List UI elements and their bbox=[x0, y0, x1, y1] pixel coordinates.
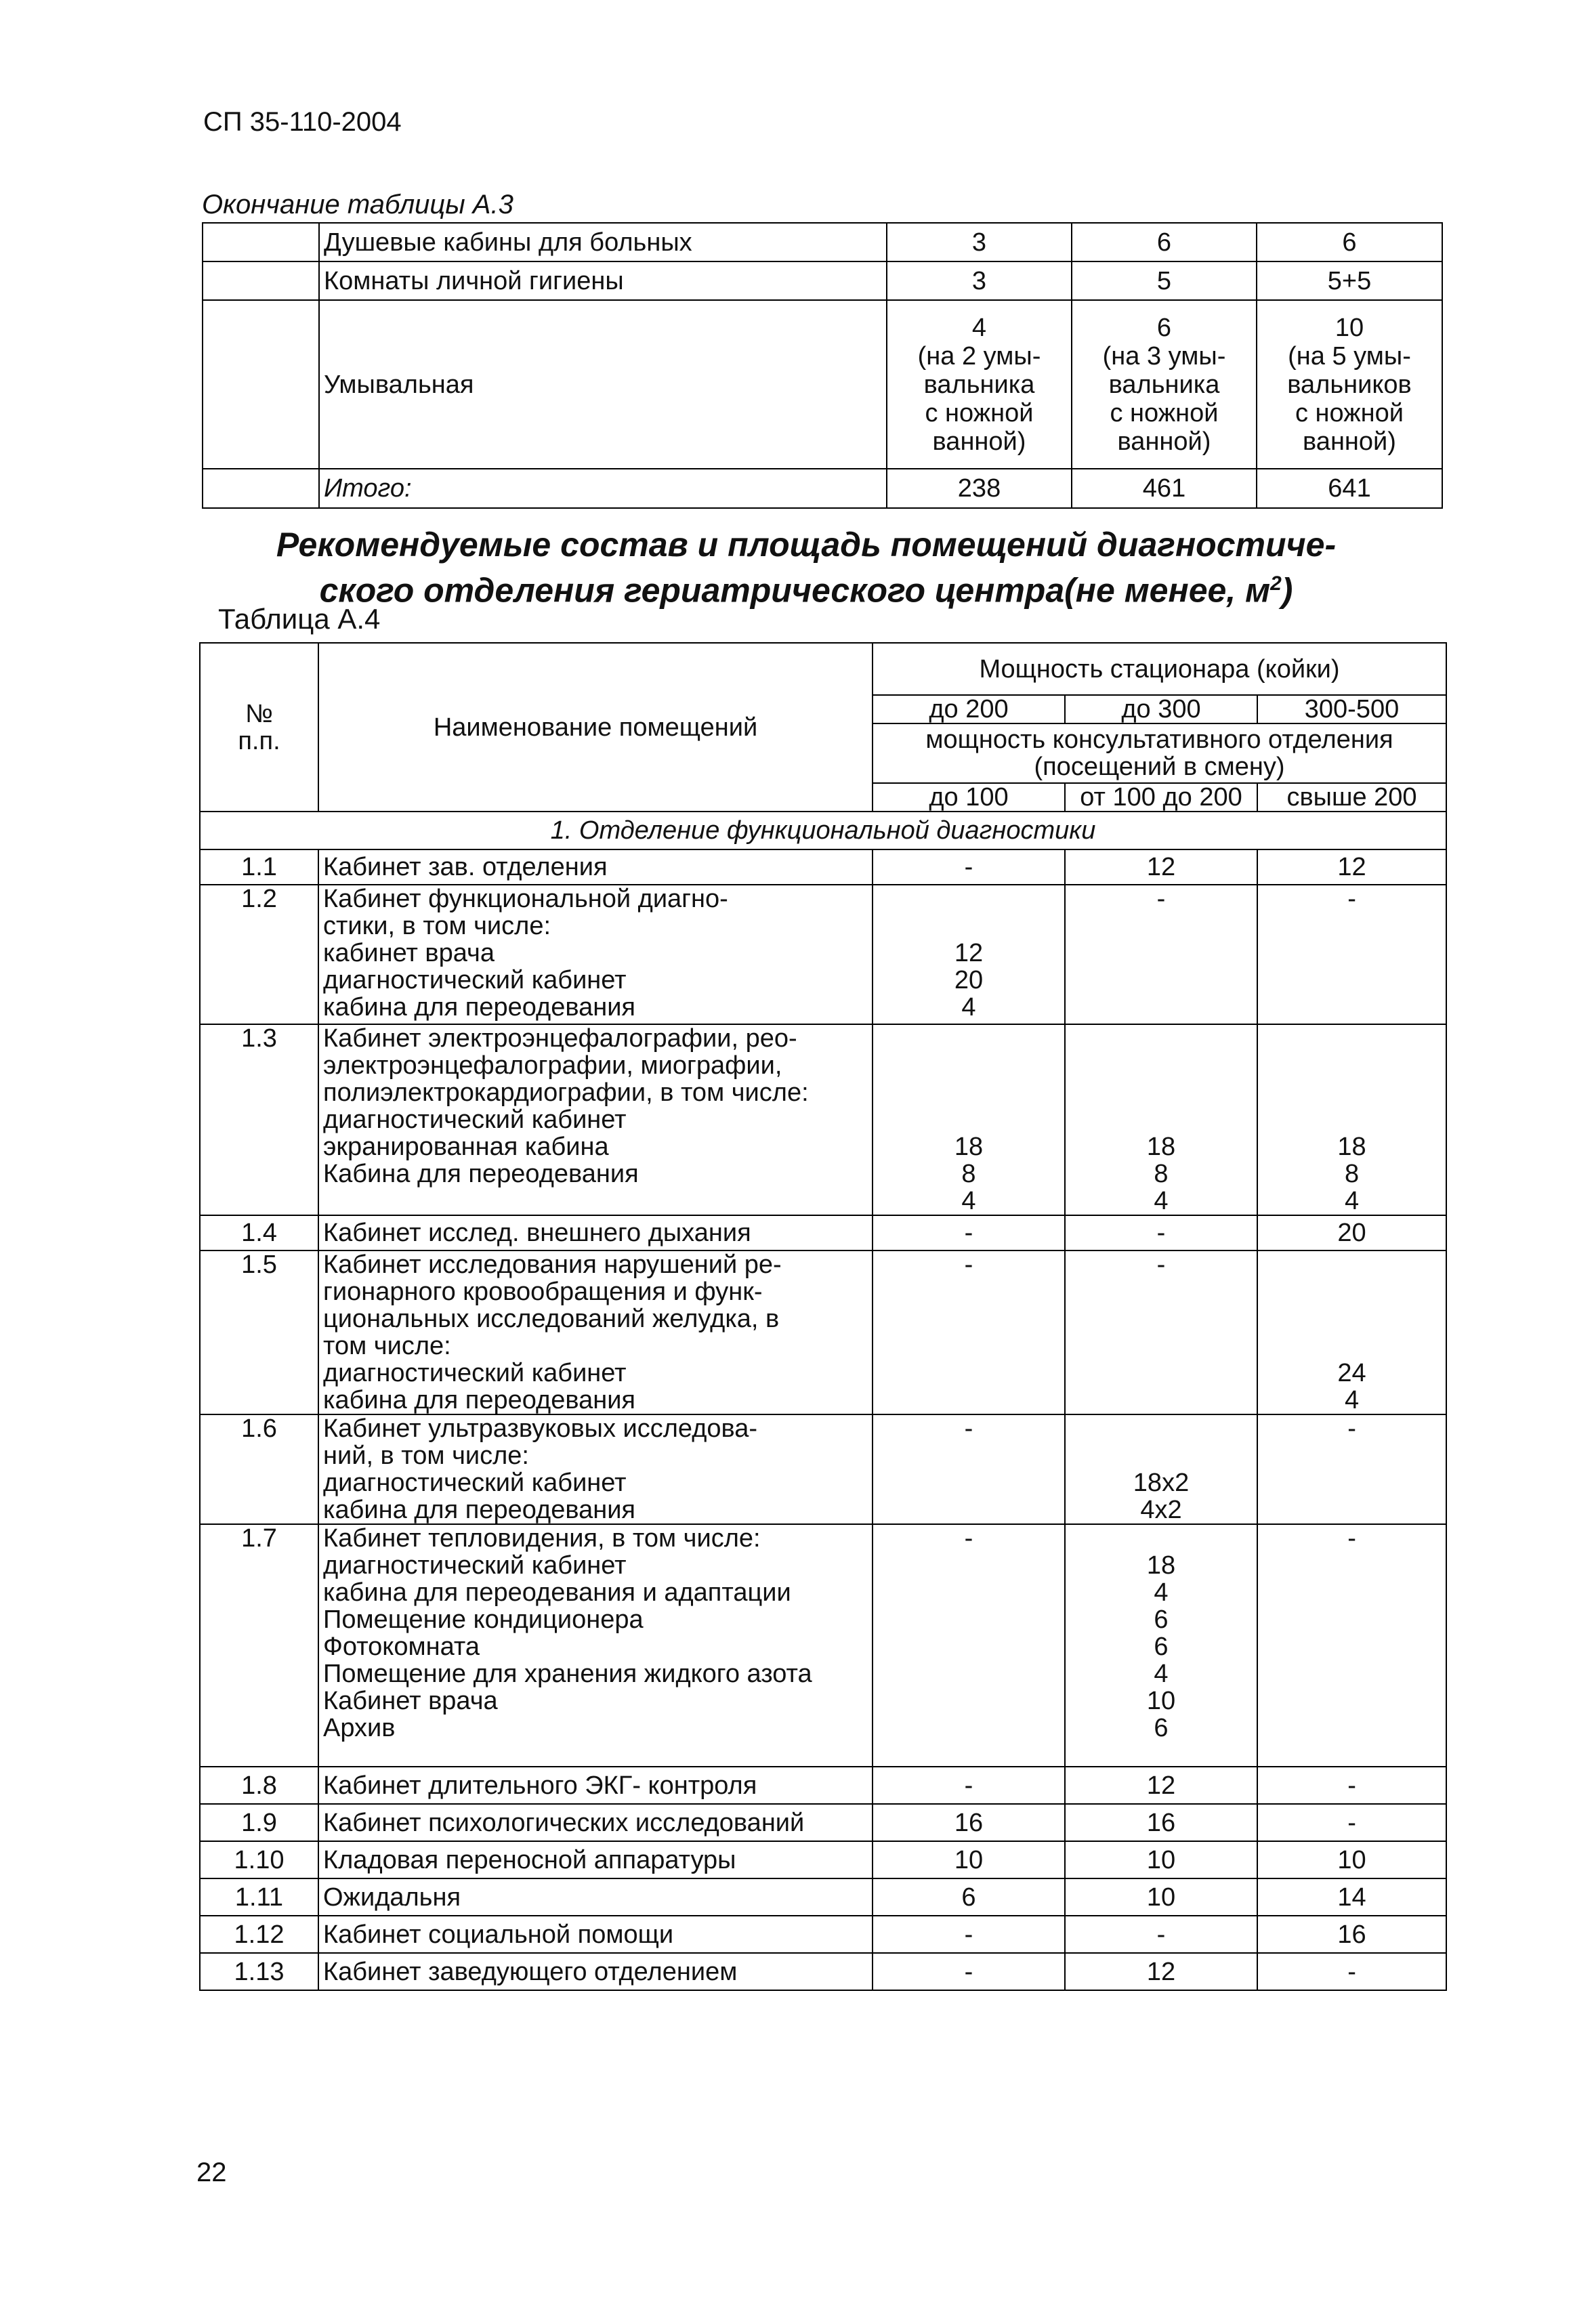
room-name: Кабинет тепловидения, в том числе: диагностический кабинет кабина для переодевания и адаптации Помещение кондиционера Фотокомната Помещение для хранения жидкого азота Кабинет врача Архив bbox=[318, 1524, 873, 1767]
area-cell-2: 16 bbox=[1065, 1804, 1257, 1841]
room-name: Кабинет электроэнцефалографии, рео- электроэнцефалографии, миографии, полиэлектрокардиографии, в том числе: диагностический кабинет экранированная кабина Кабина для переодевания bbox=[318, 1024, 873, 1215]
row-number: 1.9 bbox=[200, 1804, 318, 1841]
value-cell-2: 6 bbox=[1072, 223, 1257, 261]
header-capacity: Мощность стационара (койки) bbox=[873, 643, 1446, 695]
area-cell-1: - bbox=[873, 1414, 1065, 1524]
area-cell-3: - bbox=[1257, 885, 1446, 1024]
table-a4 bbox=[199, 642, 1447, 1991]
table-row bbox=[203, 469, 1442, 508]
area-cell-3: - bbox=[1257, 1953, 1446, 1990]
area-cell-3: 10 bbox=[1257, 1841, 1446, 1878]
heading-line-1: Рекомендуемые состав и площадь помещений диагностиче- bbox=[276, 526, 1337, 564]
section-heading bbox=[230, 525, 1382, 610]
page-number: 22 bbox=[196, 2158, 227, 2187]
area-cell-1: 16 bbox=[873, 1804, 1065, 1841]
area-cell-3: 12 bbox=[1257, 849, 1446, 885]
room-name: Кабинет ультразвуковых исследова- ний, в том числе: диагностический кабинет кабина для переодевания bbox=[318, 1414, 873, 1524]
area-cell-1: 12 20 4 bbox=[873, 885, 1065, 1024]
area-cell-1: - bbox=[873, 1524, 1065, 1767]
table-a3-end bbox=[202, 222, 1443, 509]
table-row bbox=[200, 1916, 1446, 1953]
area-cell-2: 10 bbox=[1065, 1841, 1257, 1878]
table-row bbox=[200, 1953, 1446, 1990]
table-row bbox=[200, 1767, 1446, 1804]
blank-cell bbox=[203, 261, 319, 300]
value-cell-3: 10 (на 5 умы- вальников с ножной ванной) bbox=[1257, 300, 1442, 469]
value-cell-2: 461 bbox=[1072, 469, 1257, 508]
area-cell-3: 14 bbox=[1257, 1878, 1446, 1916]
area-cell-1: - bbox=[873, 849, 1065, 885]
area-cell-1: - bbox=[873, 1215, 1065, 1250]
row-number: 1.11 bbox=[200, 1878, 318, 1916]
area-cell-3: 16 bbox=[1257, 1916, 1446, 1953]
header-capacity-col-2: до 300 bbox=[1065, 695, 1257, 723]
area-cell-1: - bbox=[873, 1767, 1065, 1804]
row-number: 1.7 bbox=[200, 1524, 318, 1767]
area-cell-3: 20 bbox=[1257, 1215, 1446, 1250]
table-row bbox=[200, 1524, 1446, 1767]
value-cell-1: 3 bbox=[887, 223, 1072, 261]
header-consult-col-3: свыше 200 bbox=[1257, 783, 1446, 812]
row-number: 1.8 bbox=[200, 1767, 318, 1804]
room-name: Ожидальня bbox=[318, 1878, 873, 1916]
table-label: Таблица А.4 bbox=[218, 603, 381, 635]
row-number: 1.3 bbox=[200, 1024, 318, 1215]
blank-cell bbox=[203, 223, 319, 261]
table-row bbox=[200, 885, 1446, 1024]
table-row bbox=[200, 1215, 1446, 1250]
row-name: Комнаты личной гигиены bbox=[319, 261, 887, 300]
table-row bbox=[200, 1024, 1446, 1215]
area-cell-1: - bbox=[873, 1250, 1065, 1414]
header-consult-col-2: от 100 до 200 bbox=[1065, 783, 1257, 812]
table-row bbox=[200, 1414, 1446, 1524]
value-cell-2: 6 (на 3 умы- вальника с ножной ванной) bbox=[1072, 300, 1257, 469]
table-row bbox=[200, 1804, 1446, 1841]
header-consult: мощность консультативного отделения (посещений в смену) bbox=[873, 723, 1446, 783]
area-cell-2: 12 bbox=[1065, 849, 1257, 885]
table-row bbox=[203, 261, 1442, 300]
area-cell-2: 12 bbox=[1065, 1953, 1257, 1990]
area-cell-1: 6 bbox=[873, 1878, 1065, 1916]
area-cell-3: - bbox=[1257, 1524, 1446, 1767]
table-continuation-caption: Окончание таблицы А.3 bbox=[202, 190, 513, 219]
heading-superscript: 2 bbox=[1270, 572, 1282, 595]
room-name: Кабинет длительного ЭКГ- контроля bbox=[318, 1767, 873, 1804]
area-cell-2: - bbox=[1065, 885, 1257, 1024]
value-cell-1: 3 bbox=[887, 261, 1072, 300]
row-name: Умывальная bbox=[319, 300, 887, 469]
table-row bbox=[200, 1878, 1446, 1916]
table-row bbox=[203, 300, 1442, 469]
value-cell-3: 5+5 bbox=[1257, 261, 1442, 300]
row-number: 1.6 bbox=[200, 1414, 318, 1524]
header-capacity-col-3: 300-500 bbox=[1257, 695, 1446, 723]
row-number: 1.1 bbox=[200, 849, 318, 885]
value-cell-1: 4 (на 2 умы- вальника с ножной ванной) bbox=[887, 300, 1072, 469]
row-name: Душевые кабины для больных bbox=[319, 223, 887, 261]
area-cell-2: - bbox=[1065, 1215, 1257, 1250]
header-room-name: Наименование помещений bbox=[318, 643, 873, 812]
room-name: Кабинет заведующего отделением bbox=[318, 1953, 873, 1990]
area-cell-3: 24 4 bbox=[1257, 1250, 1446, 1414]
row-name: Итого: bbox=[319, 469, 887, 508]
header-number: № п.п. bbox=[200, 643, 318, 812]
document-code: СП 35-110-2004 bbox=[203, 107, 402, 137]
area-cell-1: - bbox=[873, 1916, 1065, 1953]
room-name: Кабинет исследования нарушений ре- гионарного кровообращения и функ- циональных исследований желудка, в том числе: диагностический кабинет кабина для переодевания bbox=[318, 1250, 873, 1414]
area-cell-3: 18 8 4 bbox=[1257, 1024, 1446, 1215]
area-cell-2: 10 bbox=[1065, 1878, 1257, 1916]
row-number: 1.10 bbox=[200, 1841, 318, 1878]
heading-line-2: ского отделения гериатрического центра(не менее, $м^2$) bbox=[319, 571, 1293, 610]
header-capacity-col-1: до 200 bbox=[873, 695, 1065, 723]
header-consult-col-1: до 100 bbox=[873, 783, 1065, 812]
area-cell-1: - bbox=[873, 1953, 1065, 1990]
area-cell-3: - bbox=[1257, 1767, 1446, 1804]
table-row bbox=[200, 849, 1446, 885]
blank-cell bbox=[203, 300, 319, 469]
value-cell-2: 5 bbox=[1072, 261, 1257, 300]
area-cell-1: 10 bbox=[873, 1841, 1065, 1878]
area-cell-2: - bbox=[1065, 1916, 1257, 1953]
area-cell-2: 12 bbox=[1065, 1767, 1257, 1804]
room-name: Кабинет функциональной диагно- стики, в том числе: кабинет врача диагностический кабинет кабина для переодевания bbox=[318, 885, 873, 1024]
row-number: 1.2 bbox=[200, 885, 318, 1024]
row-number: 1.12 bbox=[200, 1916, 318, 1953]
section-row-title: 1. Отделение функциональной диагностики bbox=[200, 812, 1446, 849]
value-cell-3: 6 bbox=[1257, 223, 1442, 261]
row-number: 1.5 bbox=[200, 1250, 318, 1414]
value-cell-3: 641 bbox=[1257, 469, 1442, 508]
room-name: Кабинет социальной помощи bbox=[318, 1916, 873, 1953]
room-name: Кабинет зав. отделения bbox=[318, 849, 873, 885]
room-name: Кладовая переносной аппаратуры bbox=[318, 1841, 873, 1878]
value-cell-1: 238 bbox=[887, 469, 1072, 508]
area-cell-2: - bbox=[1065, 1250, 1257, 1414]
area-cell-3: - bbox=[1257, 1804, 1446, 1841]
table-row bbox=[203, 223, 1442, 261]
table-row bbox=[200, 1250, 1446, 1414]
area-cell-2: 18 8 4 bbox=[1065, 1024, 1257, 1215]
area-cell-1: 18 8 4 bbox=[873, 1024, 1065, 1215]
room-name: Кабинет психологических исследований bbox=[318, 1804, 873, 1841]
row-number: 1.13 bbox=[200, 1953, 318, 1990]
row-number: 1.4 bbox=[200, 1215, 318, 1250]
area-cell-2: 18х2 4х2 bbox=[1065, 1414, 1257, 1524]
area-cell-2: 18 4 6 6 4 10 6 bbox=[1065, 1524, 1257, 1767]
area-cell-3: - bbox=[1257, 1414, 1446, 1524]
blank-cell bbox=[203, 469, 319, 508]
room-name: Кабинет исслед. внешнего дыхания bbox=[318, 1215, 873, 1250]
table-row bbox=[200, 1841, 1446, 1878]
